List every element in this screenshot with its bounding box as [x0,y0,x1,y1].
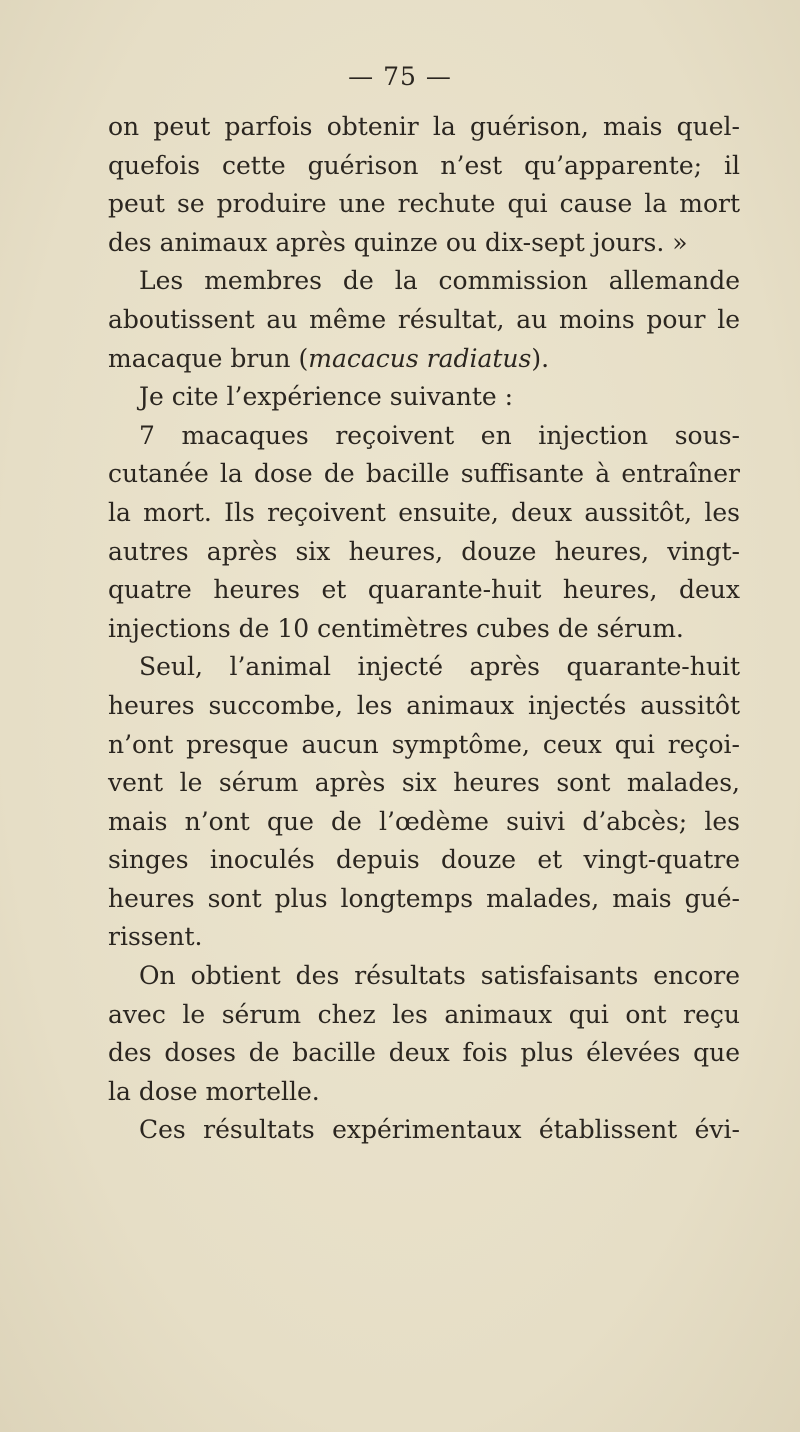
text-line: rissent. [108,922,203,952]
text-line: on peut parfois obtenir la guérison, mais quel- [108,112,740,141]
paragraph-start-line: On obtient des résultats satisfaisants encore [139,961,740,991]
text-line: aboutissent au même résultat, au moins pour le [108,304,740,334]
text-line: heures succombe, les animaux injectés aussitôt [108,690,740,720]
text-line: peut se produire une rechute qui cause la mort [108,189,740,219]
paragraph-start-line: Les membres de la commission allemande [139,266,740,296]
text-line: quefois cette guérison n’est qu’apparente; il [108,150,740,180]
paragraph-start-line: Je cite l’expérience suivante : [139,382,514,412]
text-line: heures sont plus longtemps malades, mais gué- [108,883,740,913]
text-line: des doses de bacille deux fois plus élevées que [108,1038,740,1068]
paragraph-start-line: Seul, l’animal injecté après quarante-huit [139,652,740,682]
text-segment: macaque brun ( [108,343,309,373]
paragraph-start-line: 7 macaques reçoivent en injection sous- [139,420,740,450]
page-number: — 75 — [348,62,452,91]
text-line: cutanée la dose de bacille suffisante à entraîner [108,459,740,489]
paragraph-start-line: Ces résultats expérimentaux établissent évi- [139,1115,740,1145]
body-text [108,108,740,1150]
text-line: des animaux après quinze ou dix-sept jours. » [108,227,688,257]
species-name-italic: macacus radiatus [308,343,532,373]
text-line: injections de 10 centimètres cubes de sérum. [108,613,684,643]
text-line: n’ont presque aucun symptôme, ceux qui reçoi- [108,729,740,759]
text-line: vent le sérum après six heures sont malades, [108,768,740,798]
text-line: la dose mortelle. [108,1076,320,1106]
text-line: quatre heures et quarante-huit heures, deux [108,575,740,605]
text-line [108,340,740,379]
text-segment: ). [531,343,550,373]
text-line: la mort. Ils reçoivent ensuite, deux aussitôt, les [108,497,740,527]
text-line: autres après six heures, douze heures, vingt- [108,536,740,566]
text-line: mais n’ont que de l’œdème suivi d’abcès; les [108,806,740,836]
text-line: singes inoculés depuis douze et vingt-quatre [108,845,740,875]
text-line: avec le sérum chez les animaux qui ont reçu [108,999,740,1029]
